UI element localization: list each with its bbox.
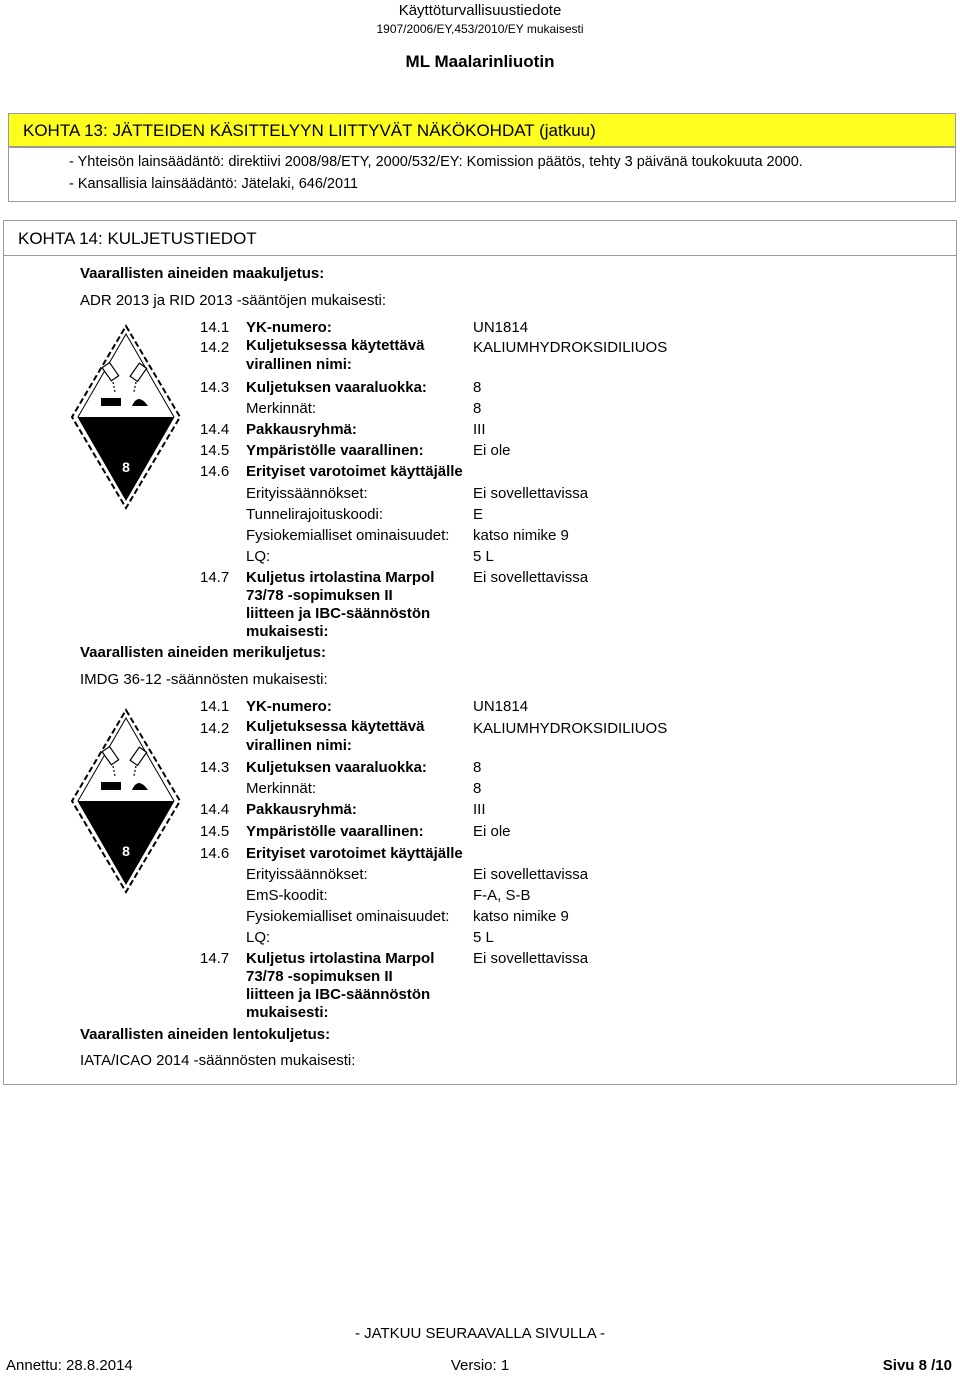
issued-date: Annettu: 28.8.2014: [6, 1357, 133, 1374]
sea-shipping-name-label-2: virallinen nimi:: [246, 737, 352, 754]
sea-lq-value: 5 L: [473, 929, 494, 946]
sea-un-number-label: YK-numero:: [246, 698, 332, 715]
road-marpol-value: Ei sovellettavissa: [473, 569, 589, 586]
sea-lq-label: LQ:: [246, 929, 271, 946]
sea-special-provisions-value: Ei sovellettavissa: [473, 866, 589, 883]
section14-heading-bar: [3, 220, 957, 256]
sea-ems-codes-label: EmS-koodit:: [246, 887, 328, 904]
road-marpol-label-2: 73/78 -sopimuksen II: [246, 587, 393, 604]
sea-precautions-label: Erityiset varotoimet käyttäjälle: [246, 845, 463, 862]
sea-transport-title: Vaarallisten aineiden merikuljetus:: [80, 644, 326, 661]
sea-transport-subtitle: IMDG 36-12 -säännösten mukaisesti:: [80, 671, 328, 688]
road-shipping-name-value: KALIUMHYDROKSIDILIUOS: [473, 339, 668, 356]
sea-item-14-6-number: 14.6: [200, 845, 230, 862]
road-packing-group-label: Pakkausryhmä:: [246, 421, 357, 438]
section14-heading: KOHTA 14: KULJETUSTIEDOT: [18, 229, 257, 248]
regulation-reference: 1907/2006/EY,453/2010/EY mukaisesti: [376, 22, 584, 36]
sea-env-hazard-label: Ympäristölle vaarallinen:: [246, 823, 424, 840]
pictogram-number-sea: 8: [122, 843, 130, 859]
corrosive-pictogram-sea: [68, 706, 184, 896]
road-physchem-value: katso nimike 9: [473, 527, 569, 544]
road-item-14-3-number: 14.3: [200, 379, 230, 396]
sea-shipping-name-value: KALIUMHYDROKSIDILIUOS: [473, 720, 668, 737]
sea-un-number-value: UN1814: [473, 698, 529, 715]
air-transport-subtitle: IATA/ICAO 2014 -säännösten mukaisesti:: [80, 1052, 356, 1069]
sea-marpol-value: Ei sovellettavissa: [473, 950, 589, 967]
corrosive-pictogram-road: [68, 322, 184, 512]
sea-item-14-4-number: 14.4: [200, 801, 230, 818]
road-env-hazard-label: Ympäristölle vaarallinen:: [246, 442, 424, 459]
road-un-number-label: YK-numero:: [246, 319, 332, 336]
road-env-hazard-value: Ei ole: [473, 442, 511, 459]
sea-marpol-label-1: Kuljetus irtolastina Marpol: [246, 950, 435, 967]
pictogram-number-road: 8: [122, 459, 130, 475]
road-lq-label: LQ:: [246, 548, 271, 565]
road-item-14-2-number: 14.2: [200, 339, 230, 356]
section13-heading: KOHTA 13: JÄTTEIDEN KÄSITTELYYN LIITTYVÄT NÄKÖKOHDAT (jatkuu): [23, 121, 596, 140]
road-item-14-4-number: 14.4: [200, 421, 230, 438]
road-transport-subtitle: ADR 2013 ja RID 2013 -sääntöjen mukaisesti:: [80, 292, 386, 309]
sea-shipping-name-label-1: Kuljetuksessa käytettävä: [246, 718, 425, 735]
air-transport-title: Vaarallisten aineiden lentokuljetus:: [80, 1026, 331, 1043]
sea-marpol-label-3: liitteen ja IBC-säännöstön: [246, 986, 431, 1003]
sea-marpol-label-2: 73/78 -sopimuksen II: [246, 968, 393, 985]
road-lq-value: 5 L: [473, 548, 494, 565]
sea-labels-label: Merkinnät:: [246, 780, 317, 797]
road-hazard-class-value: 8: [473, 379, 482, 396]
sea-hazard-class-value: 8: [473, 759, 482, 776]
road-special-provisions-value: Ei sovellettavissa: [473, 485, 589, 502]
road-item-14-5-number: 14.5: [200, 442, 230, 459]
road-un-number-value: UN1814: [473, 319, 529, 336]
sea-packing-group-value: III: [473, 801, 486, 818]
road-tunnel-code-label: Tunnelirajoituskoodi:: [246, 506, 384, 523]
sea-item-14-1-number: 14.1: [200, 698, 230, 715]
section13-line-community: - Yhteisön lainsäädäntö: direktiivi 2008/98/ETY, 2000/532/EY: Komission päätös, tehty 3 päivänä toukokuuta 2000.: [69, 154, 803, 170]
road-hazard-class-label: Kuljetuksen vaaraluokka:: [246, 379, 427, 396]
road-precautions-label: Erityiset varotoimet käyttäjälle: [246, 463, 463, 480]
document-type: Käyttöturvallisuustiedote: [398, 2, 562, 19]
road-item-14-7-number: 14.7: [200, 569, 230, 586]
road-packing-group-value: III: [473, 421, 486, 438]
road-marpol-label-4: mukaisesti:: [246, 623, 329, 640]
sea-item-14-5-number: 14.5: [200, 823, 230, 840]
version: Versio: 1: [450, 1357, 510, 1374]
road-marpol-label-1: Kuljetus irtolastina Marpol: [246, 569, 435, 586]
section13-heading-bar: [8, 113, 956, 147]
sea-item-14-2-number: 14.2: [200, 720, 230, 737]
road-item-14-6-number: 14.6: [200, 463, 230, 480]
section13-line-national: - Kansallisia lainsäädäntö: Jätelaki, 646/2011: [69, 176, 359, 192]
sea-special-provisions-label: Erityissäännökset:: [246, 866, 368, 883]
sea-physchem-label: Fysiokemialliset ominaisuudet:: [246, 908, 450, 925]
road-special-provisions-label: Erityissäännökset:: [246, 485, 368, 502]
continues-notice: - JATKUU SEURAAVALLA SIVULLA -: [354, 1325, 606, 1342]
road-labels-label: Merkinnät:: [246, 400, 317, 417]
road-labels-value: 8: [473, 400, 482, 417]
road-tunnel-code-value: E: [473, 506, 484, 523]
sea-item-14-7-number: 14.7: [200, 950, 230, 967]
road-marpol-label-3: liitteen ja IBC-säännöstön: [246, 605, 431, 622]
road-shipping-name-label-2: virallinen nimi:: [246, 356, 352, 373]
road-transport-title: Vaarallisten aineiden maakuljetus:: [80, 265, 325, 282]
sea-env-hazard-value: Ei ole: [473, 823, 511, 840]
road-shipping-name-label-1: Kuljetuksessa käytettävä: [246, 337, 425, 354]
sea-marpol-label-4: mukaisesti:: [246, 1004, 329, 1021]
sea-labels-value: 8: [473, 780, 482, 797]
sea-physchem-value: katso nimike 9: [473, 908, 569, 925]
sea-hazard-class-label: Kuljetuksen vaaraluokka:: [246, 759, 427, 776]
sea-packing-group-label: Pakkausryhmä:: [246, 801, 357, 818]
page-number: Sivu 8 /10: [882, 1357, 952, 1374]
road-item-14-1-number: 14.1: [200, 319, 230, 336]
section13-body: [8, 147, 956, 202]
product-name: ML Maalarinliuotin: [405, 52, 555, 71]
road-physchem-label: Fysiokemialliset ominaisuudet:: [246, 527, 450, 544]
sea-ems-codes-value: F-A, S-B: [473, 887, 531, 904]
sea-item-14-3-number: 14.3: [200, 759, 230, 776]
